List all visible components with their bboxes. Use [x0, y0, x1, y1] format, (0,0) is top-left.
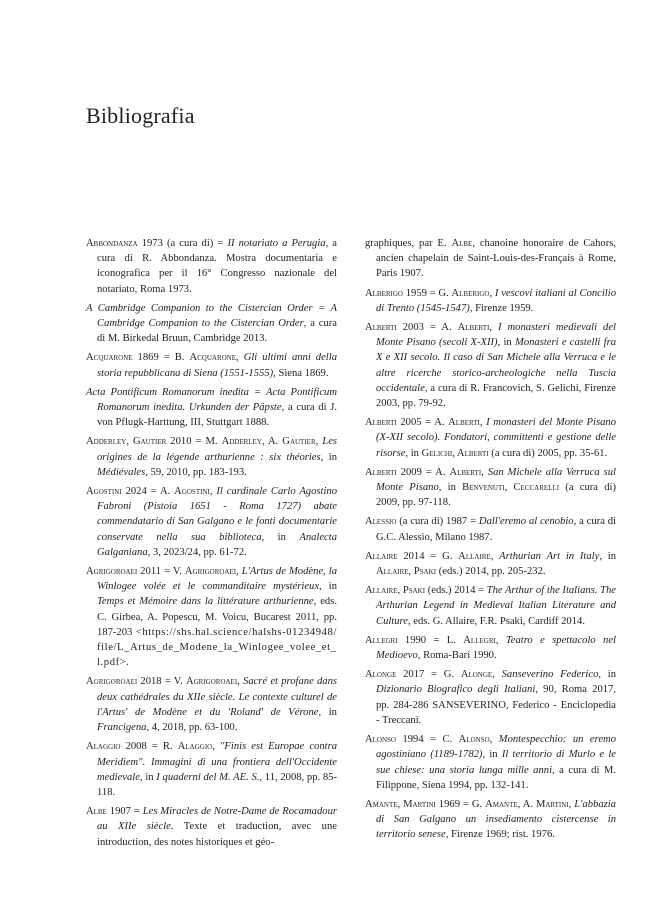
bibliography-entry: [365, 667, 616, 728]
entry-text: Adderley, Gautier: [86, 436, 167, 448]
entry-text: Alessio: [365, 516, 397, 528]
entry-text: Médiévales: [97, 466, 146, 478]
entry-text: Albe: [451, 238, 473, 249]
entry-text: (a cura di) 1987 =: [396, 516, 479, 528]
entry-text: Agrigoroaei: [184, 566, 237, 578]
entry-text: 2003 = A.: [396, 322, 458, 334]
entry-text: II notariato a Perugia: [227, 238, 326, 249]
entry-text: Gli ultimi anni della storia repubblicana di Siena (1551-1555): [97, 352, 337, 379]
entry-text: Agostini: [86, 486, 122, 498]
entry-text: Analecta Galganiana: [97, 531, 337, 558]
entry-text: , a cura di R. Francovich, S. Gelichi, Firenze 2003, pp. 79-92.: [376, 382, 616, 410]
entry-text: "Finis est Europae contra Meridiem". Immagini di una frontiera dell'Occidente medievale: [97, 741, 338, 783]
entry-text: Acta Pontificum Romanorum inedita = Acta Pontificum Romanorum inedita. Urkunden der Päpste: [86, 386, 337, 414]
entry-text: Alonso: [365, 734, 396, 746]
entry-text: Les origines de la légende arthurienne : six théories: [97, 436, 338, 463]
entry-text: , Siena 1869.: [273, 367, 329, 379]
entry-text: Allegri: [365, 634, 398, 646]
entry-text: (a cura di) 2009, pp. 97-118.: [376, 482, 617, 509]
entry-text: A Cambridge Companion to the Cistercian Order = A Cambridge Companion to the Cistercian Order: [86, 302, 337, 330]
entry-text: , in: [497, 337, 515, 349]
entry-text: 1869 = B.: [132, 352, 190, 364]
entry-text: L'abbazia di San Galgano un insediamento cistercense in territorio senese: [376, 798, 616, 841]
entry-text: ,: [489, 734, 499, 746]
entry-text: Francigena: [97, 722, 147, 734]
bibliography-entry: [365, 236, 616, 282]
bibliography-entry: [365, 797, 616, 843]
entry-text: Agrigoroaei: [185, 676, 238, 688]
entry-text: , 90, Roma 2017, pp. 284-286 SANSEVERINO, Federico - Enciclopedia - Treccani.: [376, 684, 616, 726]
bibliography-entry: [365, 549, 616, 579]
entry-text: 2014 = G.: [397, 550, 459, 562]
bibliography-entry: [86, 484, 337, 560]
entry-text: ,: [492, 669, 502, 681]
entry-text: Abbondanza: [86, 238, 138, 249]
entry-text: , eds. G. Allaire, F.R. Psaki, Cardiff 2014.: [407, 615, 585, 627]
entry-text: Dall'eremo al cenobio: [478, 516, 574, 528]
entry-text: , eds. C. Girbea, A. Popescu, M. Voicu, Bucarest 2011, pp. 187-203: [97, 596, 337, 638]
entry-text: 1959 = G.: [402, 287, 452, 299]
entry-text: , in: [598, 669, 617, 681]
entry-text: Alberti: [449, 466, 482, 478]
entry-text: ,: [481, 466, 488, 478]
entry-text: Alberti: [448, 417, 480, 429]
entry-text: , 11, 2008, pp. 85-118.: [97, 771, 337, 798]
bibliography-entry: [86, 236, 337, 297]
entry-text: Agrigoroaei: [86, 676, 138, 688]
entry-text: ,: [479, 417, 487, 429]
bibliography-entry: [365, 415, 616, 461]
entry-text: Arthurian Art in Italy: [499, 550, 600, 562]
entry-text: Les Miracles de Notre-Dame de Rocamadour au XIIe siècle: [97, 806, 337, 833]
entry-text: Montespecchio: un eremo agostiniano (1189-1782): [376, 734, 616, 761]
page-title: Bibliografia: [86, 102, 195, 128]
entry-text: , in: [319, 581, 338, 593]
entry-text: 1907 =: [106, 806, 143, 818]
bibliography-column-left: [86, 236, 337, 854]
entry-text: Il territorio di Murlo e le sue chiese: una storia lunga mille anni: [376, 749, 616, 776]
entry-text: ,: [489, 287, 495, 299]
entry-text: ,: [212, 741, 220, 753]
entry-text: 1994 = C.: [396, 734, 459, 746]
entry-text: Albe: [86, 806, 107, 818]
bibliography-entry: [365, 633, 616, 663]
entry-text: Alberti: [457, 322, 490, 334]
entry-text: ,: [209, 486, 217, 498]
entry-text: , Firenze 1969; rist. 1976.: [445, 829, 555, 841]
entry-text: Acquarone: [189, 352, 237, 364]
entry-text: ,: [568, 798, 575, 810]
entry-text: I vescovi italiani al Concilio di Trento (1545-1547): [376, 287, 616, 314]
entry-text: Alaggio: [177, 741, 213, 753]
entry-text: Alberti: [365, 417, 397, 429]
entry-text: (eds.) 2014, pp. 205-232.: [436, 566, 546, 578]
entry-text: , a cura di R. Abbondanza. Mostra documentaria e iconografica per il 16° Congresso nazionale del notariato, Roma 1973.: [97, 238, 338, 295]
bibliography-entry: [86, 564, 337, 670]
bibliography-entry: [86, 804, 337, 850]
entry-text: ,: [237, 676, 244, 688]
entry-text: Adderley: [221, 436, 262, 448]
entry-text: 1990 = L.: [397, 634, 464, 646]
bibliography-column-right: [365, 236, 616, 847]
entry-text: Monasteri e castelli fra X e XII secolo. Il caso di San Michele alla Verruca e le altre ricerche storico-archeologiche nella Tuscia occidentale: [376, 337, 617, 394]
entry-text: 2018 = V.: [137, 676, 186, 688]
entry-text: ,: [495, 634, 506, 646]
entry-text: Allaire: [365, 550, 398, 562]
entry-text: Teatro e spettacolo nel Medioevo: [376, 634, 616, 662]
entry-text: I quaderni del M. AE. S.: [156, 771, 260, 783]
entry-text: ,: [236, 352, 244, 364]
bibliography-entry: [86, 674, 337, 735]
bibliography-entry: [365, 320, 616, 411]
entry-text: Amante, Martini: [365, 798, 436, 810]
entry-text: Gautier: [282, 436, 316, 448]
entry-text: L'Artus de Modène, la Winlogee volée et le commanditaire mystérieux: [97, 566, 337, 593]
entry-text: Agrigoroaei: [86, 566, 138, 578]
entry-text: Agostini: [174, 486, 210, 498]
entry-text: Alberti: [365, 322, 397, 334]
bibliography-entry: [86, 301, 337, 347]
entry-text: , in: [482, 749, 502, 761]
entry-text: , a cura di M. Birkedal Bruun, Cambridge 2013.: [97, 318, 337, 345]
bibliography-entry: [86, 434, 337, 480]
entry-text: , in: [261, 531, 300, 543]
bibliography-entry: [365, 583, 616, 629]
entry-text: I monasteri del Monte Pisano (X-XII secolo). Fondatori, committenti e gestione delle risorse: [376, 417, 616, 459]
entry-text: , in: [405, 447, 422, 459]
entry-text: graphiques, par E.: [365, 238, 452, 249]
entry-text: ,: [236, 566, 242, 578]
entry-text: , Roma-Bari 1990.: [417, 650, 497, 662]
entry-text: Gelichi, Alberti: [421, 447, 489, 459]
entry-text: Acquarone: [86, 352, 133, 364]
entry-text: 2011 = V.: [137, 566, 185, 578]
entry-text: 1973 (a cura di) =: [137, 238, 228, 249]
entry-text: , a cura di G.C. Alessio, Milano 1987.: [376, 516, 617, 543]
entry-text: 2024 = A.: [121, 486, 175, 498]
entry-text: , in: [320, 451, 337, 463]
entry-text: 2009 = A.: [396, 466, 450, 478]
entry-text: 2017 = G.: [396, 669, 461, 681]
entry-text: Martini: [535, 798, 569, 810]
entry-text: 2005 = A.: [396, 417, 449, 429]
entry-text: 2008 = R.: [120, 741, 178, 753]
entry-text: , Firenze 1959.: [469, 302, 534, 314]
entry-text: Alonge: [460, 669, 493, 681]
entry-text: Allaire, Psaki: [376, 566, 437, 578]
entry-text: Alberigo: [365, 287, 403, 299]
entry-text: , in: [318, 706, 337, 718]
entry-text: , chanoine honoraire de Cahors, ancien chapelain de Saint-Louis-des-Français à Rome, Paris 1907.: [376, 238, 616, 280]
entry-text: Allaire: [458, 550, 491, 562]
bibliography-entry: [365, 732, 616, 793]
entry-text: .: [126, 657, 129, 669]
entry-text: 2010 = M.: [166, 436, 222, 448]
entry-text: , A.: [517, 798, 536, 810]
bibliography-entry: [365, 514, 616, 544]
entry-text: Alberti: [365, 466, 397, 478]
entry-text: , a cura di M. Filippone, Siena 1994, pp. 132-141.: [376, 764, 616, 791]
entry-text: (eds.) 2014 =: [425, 585, 487, 597]
entry-text: , a cura di J. von Pflugk-Harttung, III, Stuttgart 1888.: [97, 402, 337, 429]
entry-text: Alonge: [365, 669, 397, 681]
bibliography-entry: [86, 739, 337, 800]
entry-text: The Arthur of the Italians. The Arthurian Legend in Medieval Italian Literature and Culture: [376, 585, 616, 627]
entry-text: . Texte et traduction, avec une introduction, des notes historiques et géo-: [97, 821, 337, 848]
entry-text: 1969 = G.: [435, 798, 486, 810]
entry-text: Allaire, Psaki: [365, 585, 426, 597]
entry-text: Sacré et profane dans deux cathédrales du XIIe siècle. Le contexte culturel de l'Artus' de Modène et du 'Roland' de Vérone: [97, 676, 337, 718]
entry-text: , A.: [261, 436, 283, 448]
bibliography-entry: [86, 385, 337, 431]
entry-text: Sanseverino Federico: [501, 669, 599, 681]
entry-text: , in: [599, 550, 616, 562]
entry-text: (a cura di) 2005, pp. 35-61.: [488, 447, 608, 459]
entry-text: Temps et Mémoire dans la littérature arthurienne: [97, 596, 314, 608]
entry-text: Amante: [485, 798, 518, 810]
entry-text: ,: [315, 436, 323, 448]
bibliography-entry: [86, 350, 337, 380]
entry-text: ,: [490, 550, 500, 562]
entry-link: <https://shs.hal.science/halshs-01234948/file/L_Artus_de_Modene_la_Winlogee_volee_et_l.pdf>: [97, 626, 337, 669]
bibliography-entry: [365, 286, 616, 316]
entry-text: , 59, 2010, pp. 183-193.: [145, 466, 247, 478]
entry-text: , 3, 2023/24, pp. 61-72.: [147, 546, 247, 558]
entry-text: Alberigo: [451, 287, 490, 299]
entry-text: Dizionario Biografico degli Italiani: [376, 684, 536, 696]
entry-text: Alonso: [458, 734, 490, 746]
entry-text: Il cardinale Carlo Agostino Fabroni (Pistoia 1651 - Roma 1727) abate commendatario di San Galgano e le fonti documentarie conservate nella sua biblioteca: [97, 486, 337, 543]
entry-text: Alaggio: [86, 741, 121, 753]
entry-text: , 4, 2018, pp. 63-100.: [146, 722, 238, 734]
bibliography-entry: [365, 465, 616, 511]
entry-text: I monasteri medievali del Monte Pisano (secoli X-XII): [376, 322, 616, 349]
entry-text: San Michele alla Verruca sul Monte Pisano: [376, 466, 616, 494]
entry-text: , in: [438, 482, 463, 494]
entry-text: Allegri: [463, 634, 496, 646]
entry-text: ,: [489, 322, 498, 334]
entry-text: , in: [139, 771, 157, 783]
entry-text: Benvenuti, Ceccarelli: [462, 482, 560, 494]
